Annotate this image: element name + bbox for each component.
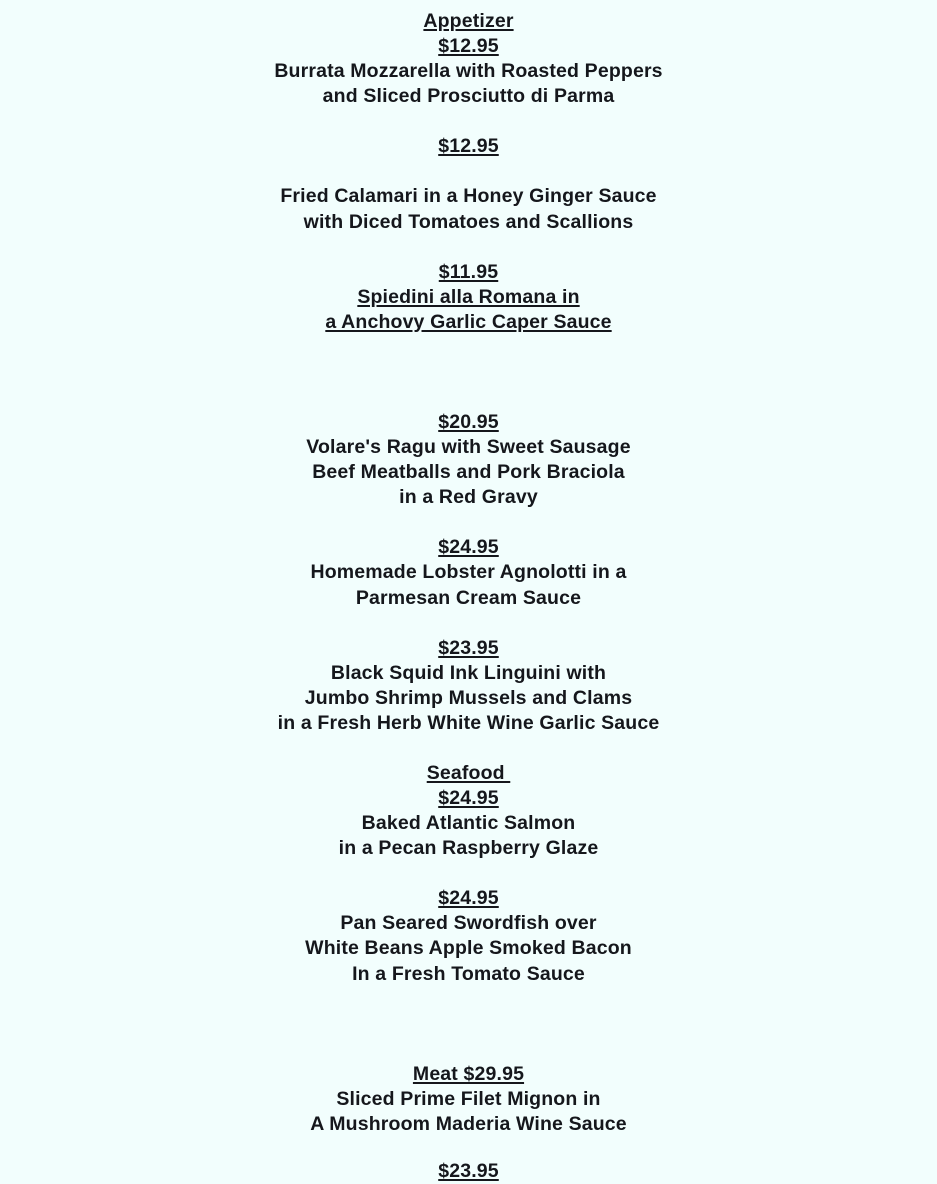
ragu-description-line-3: in a Red Gravy: [399, 486, 538, 508]
calamari-description-line-1: Fried Calamari in a Honey Ginger Sauce: [280, 185, 657, 207]
linguini-description-line-3: in a Fresh Herb White Wine Garlic Sauce: [277, 712, 660, 734]
linguini-description-line-2: Jumbo Shrimp Mussels and Clams: [304, 687, 633, 709]
agnolotti-description-line-2: Parmesan Cream Sauce: [355, 587, 582, 609]
appetizer-heading: Appetizer: [423, 10, 514, 32]
salmon-description-line-2: in a Pecan Raspberry Glaze: [338, 837, 599, 859]
linguini-price: $23.95: [438, 637, 499, 659]
swordfish-description-line-1: Pan Seared Swordfish over: [340, 912, 597, 934]
calamari-description-line-2: with Diced Tomatoes and Scallions: [303, 211, 634, 233]
filet-description-line-1: Sliced Prime Filet Mignon in: [336, 1088, 601, 1110]
spiedini-description-line-1: Spiedini alla Romana in: [357, 286, 580, 308]
linguini-description-line-1: Black Squid Ink Linguini with: [330, 662, 607, 684]
filet-description-line-2: A Mushroom Maderia Wine Sauce: [310, 1113, 627, 1135]
spiedini-description-line-2: a Anchovy Garlic Caper Sauce: [325, 311, 612, 333]
agnolotti-price: $24.95: [438, 536, 499, 558]
salmon-description-line-1: Baked Atlantic Salmon: [361, 812, 576, 834]
calamari-price: $12.95: [438, 135, 499, 157]
ragu-description-line-1: Volare's Ragu with Sweet Sausage: [306, 436, 631, 458]
swordfish-price: $24.95: [438, 887, 499, 909]
burrata-description-line-2: and Sliced Prosciutto di Parma: [322, 85, 615, 107]
agnolotti-description-line-1: Homemade Lobster Agnolotti in a: [310, 561, 627, 583]
salmon-price: $24.95: [438, 787, 499, 809]
burrata-price: $12.95: [438, 35, 499, 57]
burrata-description-line-1: Burrata Mozzarella with Roasted Peppers: [274, 60, 663, 82]
ragu-price: $20.95: [438, 411, 499, 433]
next-item-price-partial: $23.95: [438, 1160, 499, 1182]
swordfish-description-line-3: In a Fresh Tomato Sauce: [352, 963, 585, 985]
ragu-description-line-2: Beef Meatballs and Pork Braciola: [312, 461, 625, 483]
seafood-heading: Seafood: [426, 762, 511, 784]
meat-heading: Meat $29.95: [412, 1063, 525, 1085]
swordfish-description-line-2: White Beans Apple Smoked Bacon: [305, 937, 632, 959]
spiedini-price: $11.95: [438, 261, 499, 283]
